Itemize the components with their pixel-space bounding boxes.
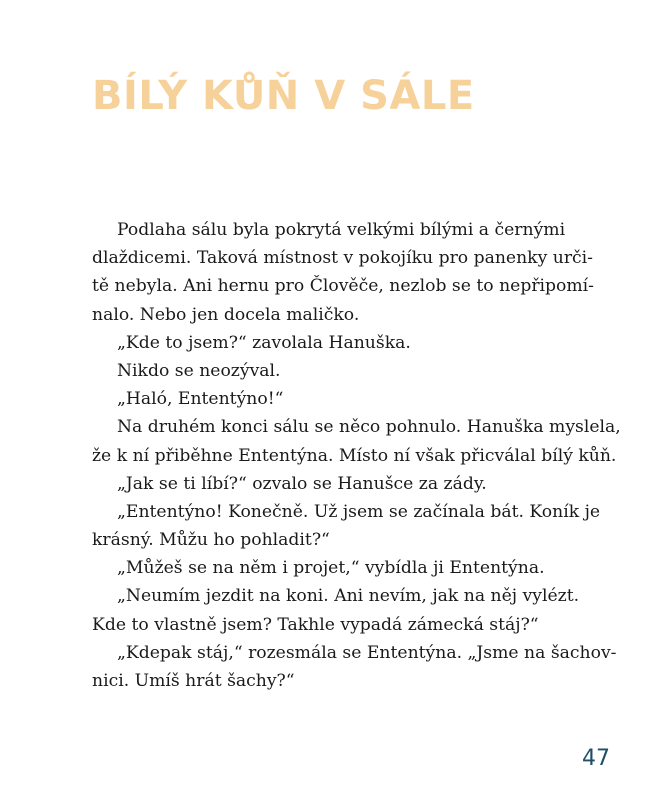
paragraph-line: Kde to vlastně jsem? Takhle vypadá zámecká stáj?“ bbox=[92, 614, 539, 635]
paragraph-line: „Kdepak stáj,“ rozesmála se Ententýna. „Jsme na šachov- bbox=[117, 642, 617, 663]
paragraph-line: „Ententýno! Konečně. Už jsem se začínala bát. Koník je bbox=[117, 501, 601, 522]
page-number: 47 bbox=[582, 746, 610, 771]
paragraph-line: Podlaha sálu byla pokrytá velkými bílými a černými bbox=[117, 220, 566, 240]
chapter-body bbox=[92, 216, 621, 695]
paragraph-line: „Haló, Ententýno!“ bbox=[117, 389, 284, 410]
paragraph-line: „Neumím jezdit na koni. Ani nevím, jak na něj vylézt. bbox=[117, 586, 580, 607]
paragraph-line: „Kde to jsem?“ zavolala Hanuška. bbox=[117, 332, 411, 353]
paragraph-line: Na druhém konci sálu se něco pohnulo. Hanuška myslela, bbox=[117, 417, 621, 438]
paragraph-line: krásný. Můžu ho pohladit?“ bbox=[92, 530, 330, 551]
paragraph-line: nici. Umíš hrát šachy?“ bbox=[92, 671, 295, 691]
paragraph-line: tě nebyla. Ani hernu pro Člověče, nezlob se to nepřipomí- bbox=[92, 276, 594, 297]
chapter-title: BÍLÝ KŮŇ V SÁLE bbox=[92, 73, 475, 119]
paragraph-line: „Jak se ti líbí?“ ozvalo se Hanušce za zády. bbox=[117, 473, 487, 494]
paragraph-line: dlaždicemi. Taková místnost v pokojíku pro panenky urči- bbox=[92, 248, 593, 269]
paragraph-line: nalo. Nebo jen docela maličko. bbox=[92, 304, 360, 325]
paragraph-line: Nikdo se neozýval. bbox=[117, 360, 281, 381]
paragraph-line: „Můžeš se na něm i projet,“ vybídla ji Ententýna. bbox=[117, 558, 545, 579]
paragraph-line: že k ní přiběhne Ententýna. Místo ní však přicválal bílý kůň. bbox=[92, 445, 617, 466]
